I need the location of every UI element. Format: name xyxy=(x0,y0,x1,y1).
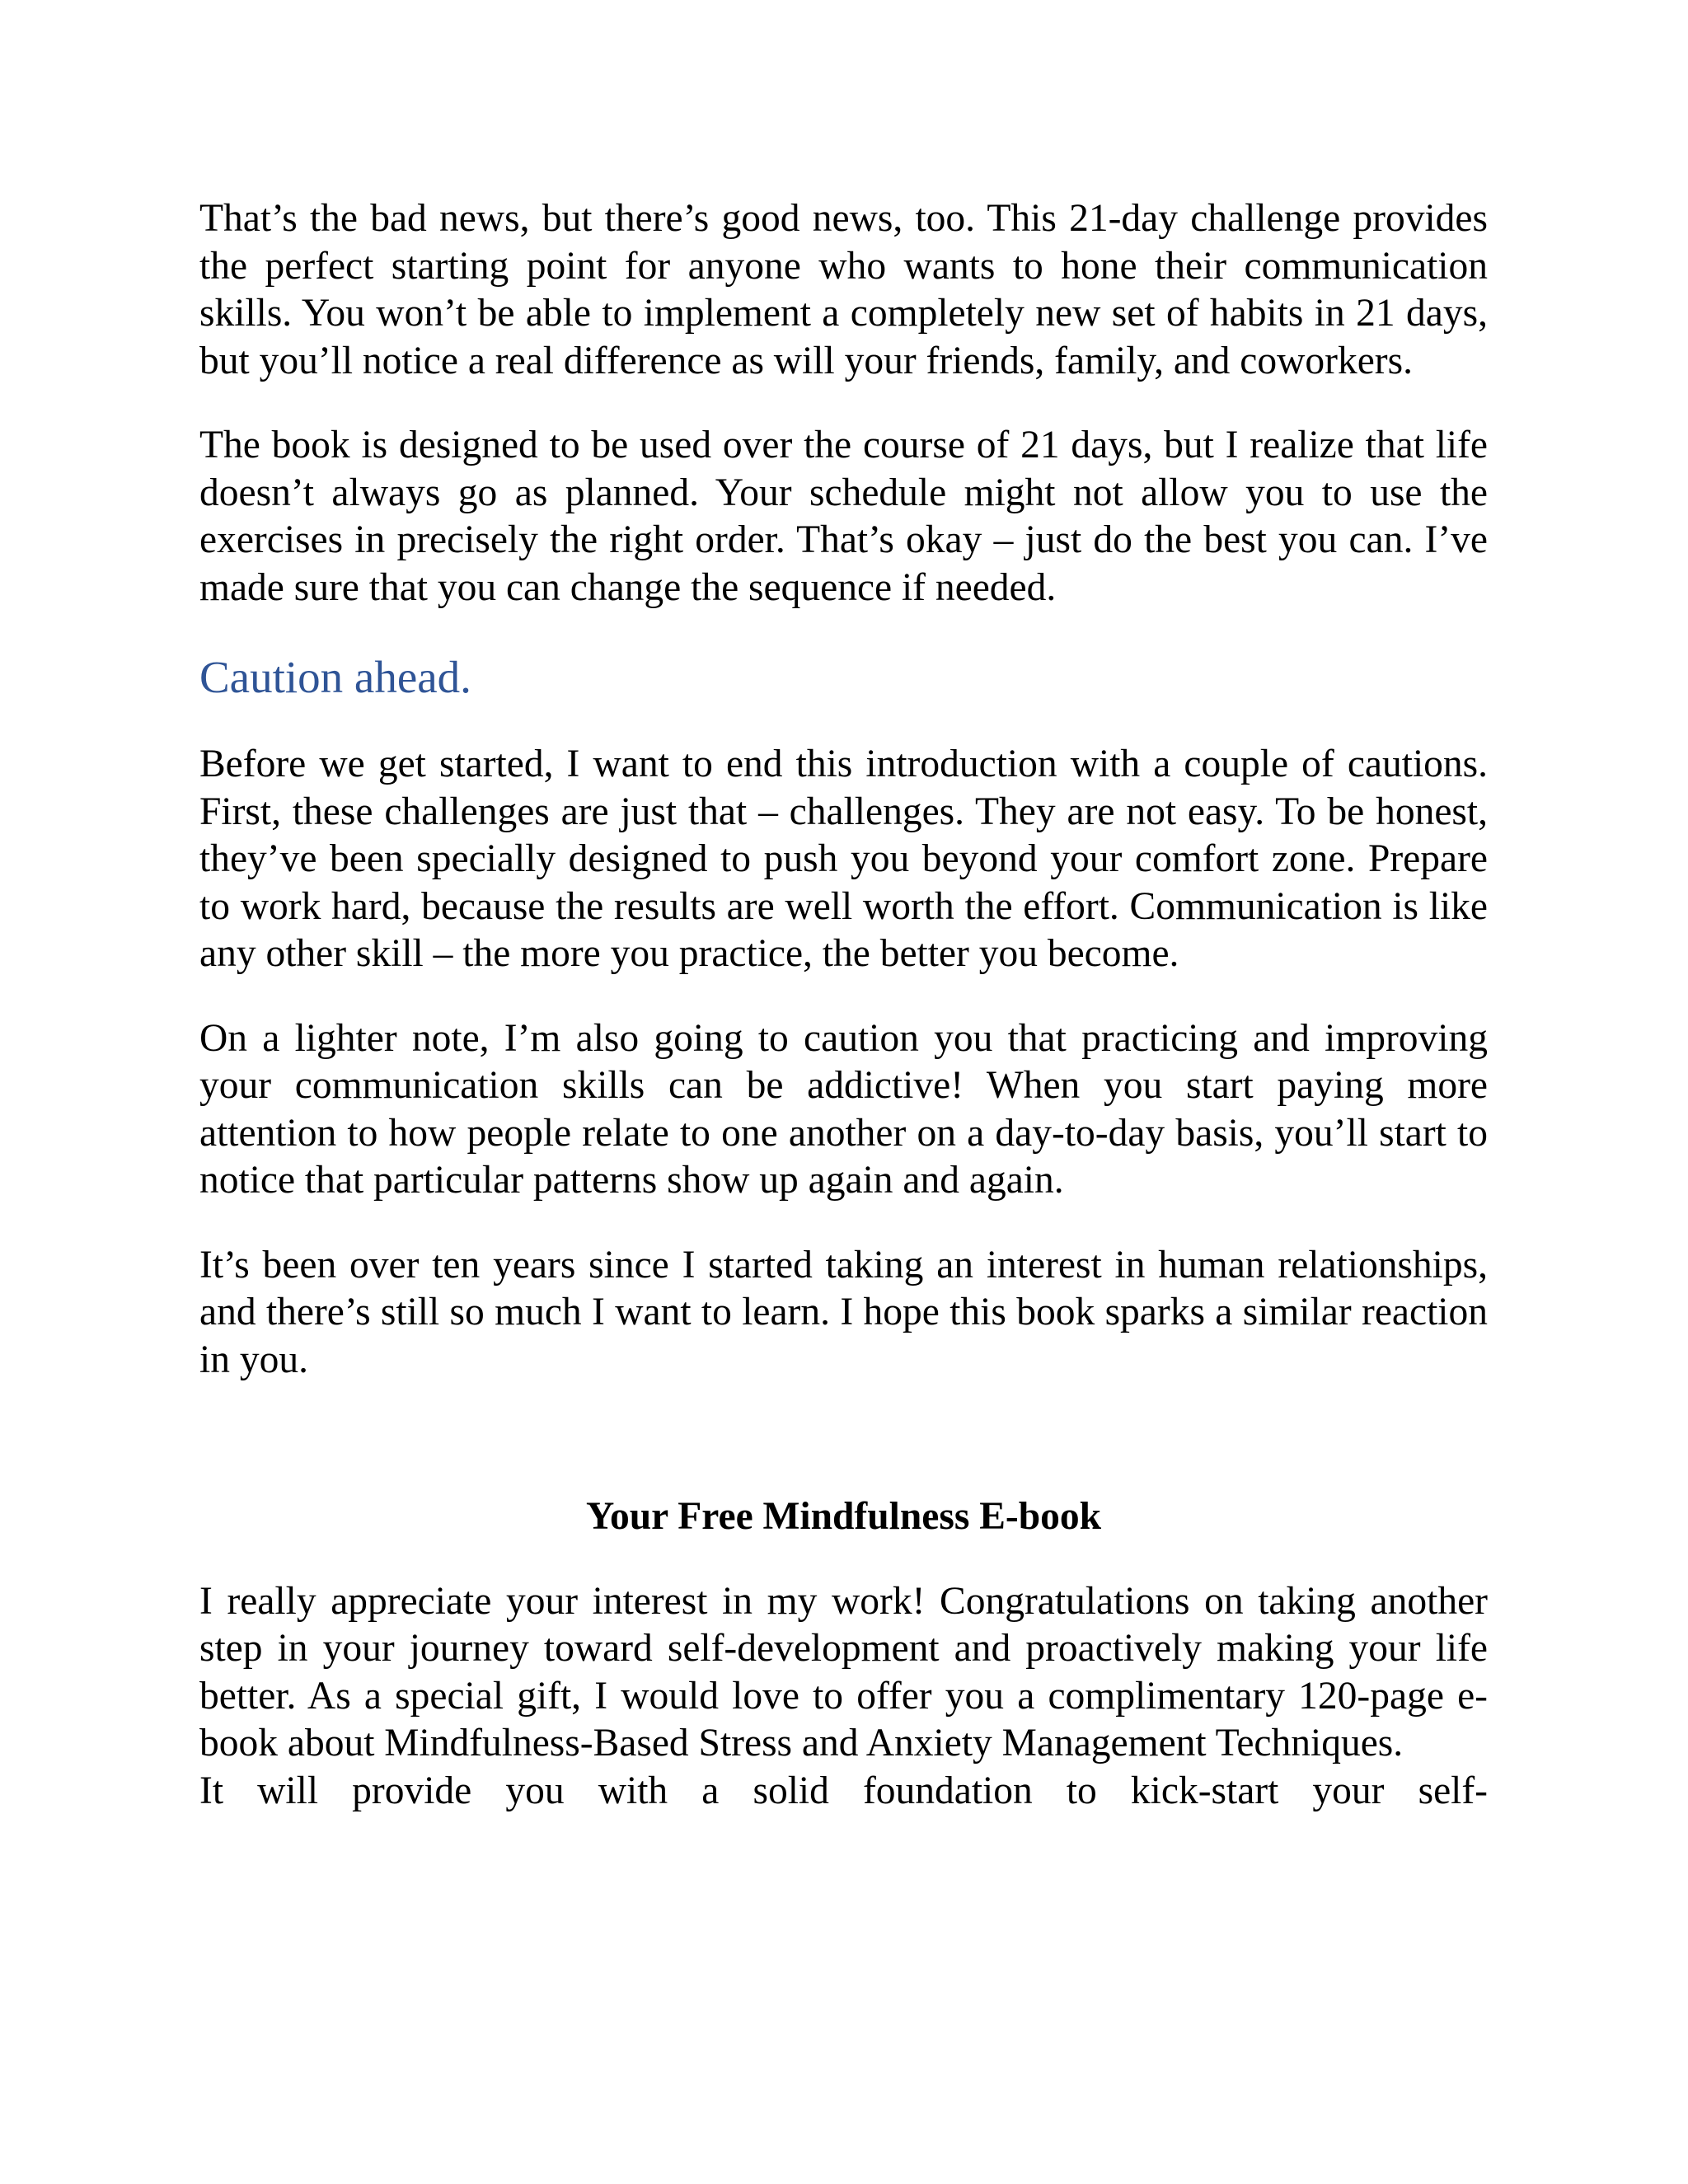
page-content xyxy=(199,195,1488,1815)
body-paragraph: Before we get started, I want to end this introduction with a couple of cautions. First, these challenges are just that – challenges. They are not easy. To be honest, they’ve been specially designed to push you beyond your comfort zone. Prepare to work hard, because the results are well worth the effort. Communication is like any other skill – the more you practice, the better you become. xyxy=(199,743,1488,975)
body-paragraph: That’s the bad news, but there’s good news, too. This 21-day challenge provides the perfect starting point for anyone who wants to hone their communication skills. You won’t be able to implement a completely new set of habits in 21 days, but you’ll notice a real difference as will your friends, family, and coworkers. xyxy=(199,197,1488,382)
ebook-trailing-line: It will provide you with a solid foundation to kick-start your self- xyxy=(199,1769,1488,1812)
ebook-title: Your Free Mindfulness E-book xyxy=(585,1495,1102,1538)
ebook-paragraph: I really appreciate your interest in my work! Congratulations on taking another step in your journey toward self-development and proactively making your life better. As a special gift, I would love to offer you a complimentary 120-page e-book about Mindfulness-Based Stress and Anxiety Management Techniques. xyxy=(199,1579,1488,1765)
section-heading: Caution ahead. xyxy=(199,652,471,702)
section-spacer xyxy=(199,1421,1488,1493)
body-paragraph: It’s been over ten years since I started taking an interest in human relationships, and there’s still so much I want to learn. I hope this book sparks a similar reaction in you. xyxy=(199,1243,1488,1381)
body-paragraph: The book is designed to be used over the course of 21 days, but I realize that life doesn’t always go as planned. Your schedule might not allow you to use the exercises in precisely the right order. That’s okay – just do the best you can. I’ve made sure that you can change the sequence if needed. xyxy=(199,424,1488,609)
body-paragraph: On a lighter note, I’m also going to caution you that practicing and improving your communication skills can be addictive! When you start paying more attention to how people relate to one another on a day-to-day basis, you’ll start to notice that particular patterns show up again and again. xyxy=(199,1016,1488,1202)
